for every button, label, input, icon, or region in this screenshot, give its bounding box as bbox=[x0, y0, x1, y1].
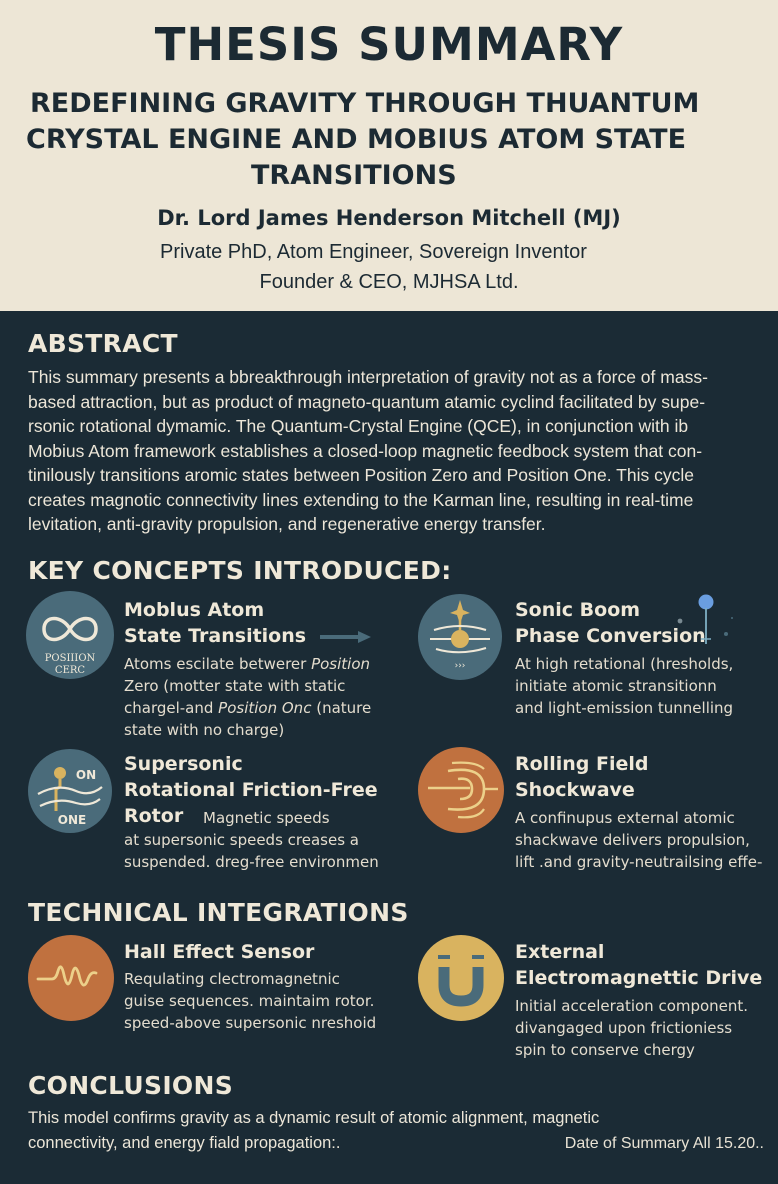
concept-description bbox=[515, 807, 762, 873]
abstract-line: rsonic rotational dymamic. The Quantum-Crystal Engine (QCE), in conjunction with ib bbox=[28, 416, 689, 436]
subtitle-line-3: TRANSITIONS bbox=[251, 160, 457, 191]
thesis-subtitle bbox=[20, 86, 760, 194]
tech-description bbox=[515, 995, 748, 1061]
abstract-line: creates magnotic connectivity lines extending to the Karman line, resulting in real-time bbox=[28, 489, 694, 510]
subtitle-line-1: REDEFINING GRAVITY THROUGH THUANTUM bbox=[30, 88, 700, 119]
concept-title bbox=[124, 597, 306, 649]
infinity-icon bbox=[26, 591, 114, 679]
svg-text:ON: ON bbox=[75, 768, 97, 782]
author-affiliation-1: Private PhD, Atom Engineer, Sovereign Inventor bbox=[160, 241, 587, 263]
page-title: THESIS SUMMARY bbox=[154, 18, 624, 71]
desc-text: speed-above supersonic nreshoid bbox=[124, 1014, 377, 1032]
desc-text: suspended. dreg-free environmen bbox=[124, 853, 379, 871]
sonic-boom-icon bbox=[418, 594, 502, 680]
tech-description bbox=[124, 968, 376, 1034]
desc-text-italic: Position Onc bbox=[218, 699, 312, 717]
concept-description bbox=[124, 829, 379, 873]
abstract-heading: ABSTRACT bbox=[28, 329, 178, 358]
desc-text: spin to conserve chergy bbox=[515, 1041, 695, 1059]
desc-text: and light-emission tunnelling bbox=[515, 699, 734, 717]
tech-title-line: External bbox=[515, 941, 605, 963]
abstract-line: Mobius Atom framework establishes a closed-loop magnetic feedbock system that con- bbox=[28, 440, 703, 461]
svg-text:POSIIION: POSIIION bbox=[44, 653, 96, 664]
concept-title-line: Phase Conversion bbox=[515, 625, 706, 647]
key-concepts-heading: KEY CONCEPTS INTRODUCED: bbox=[28, 556, 452, 585]
concept-title-line: Sonic Boom bbox=[515, 599, 641, 621]
content-panel bbox=[0, 311, 778, 1184]
desc-text: (nature bbox=[311, 699, 372, 717]
desc-text: divangaged upon frictioniess bbox=[515, 1019, 733, 1037]
desc-text: Zero (motter state with static bbox=[124, 677, 346, 695]
author-name: Dr. Lord James Henderson Mitchell (MJ) bbox=[157, 206, 621, 230]
concept-title-line: Supersonic bbox=[124, 753, 243, 775]
desc-text: state with no charge) bbox=[124, 721, 285, 739]
svg-text:ONE: ONE bbox=[57, 813, 87, 827]
desc-text: chargel-and bbox=[124, 699, 219, 717]
desc-text: Atoms escilate betwerer bbox=[124, 655, 312, 673]
tech-title bbox=[515, 939, 762, 991]
summary-date: Date of Summary All 15.20.. bbox=[564, 1135, 764, 1152]
concept-title-line: Rotational Friction-Free bbox=[124, 779, 378, 801]
abstract-text bbox=[28, 365, 768, 537]
abstract-line: based attraction, but as product of magneto-quantum atamic cyclind facilitated by supe- bbox=[28, 391, 706, 412]
technical-heading: TECHNICAL INTEGRATIONS bbox=[28, 898, 409, 927]
rotor-icon bbox=[28, 749, 112, 833]
desc-text: Requlating clectromagnetnic bbox=[124, 970, 340, 988]
desc-text-italic: Position bbox=[311, 655, 371, 673]
tech-title-line: Electromagnettic Drive bbox=[515, 967, 763, 989]
desc-text: At high retational (hresholds, bbox=[515, 655, 734, 673]
abstract-line: levitation, anti-gravity propulsion, and regenerative energy transfer. bbox=[28, 514, 546, 534]
concept-description bbox=[124, 653, 371, 741]
concept-description bbox=[515, 653, 733, 719]
conclusion-line: connectivity, and energy fiald propagation:. bbox=[28, 1133, 341, 1152]
header-panel bbox=[0, 0, 778, 311]
magnet-icon bbox=[418, 935, 504, 1021]
shockwave-icon bbox=[418, 747, 504, 833]
desc-text: shackwave delivers propulsion, bbox=[515, 831, 750, 849]
concept-title-line: State Transitions bbox=[124, 625, 307, 647]
concept-title-line: Rolling Field bbox=[515, 753, 649, 775]
svg-text:CERC: CERC bbox=[54, 665, 86, 676]
concept-title bbox=[515, 751, 648, 803]
desc-text: lift .and gravity-neutrailsing effe- bbox=[515, 853, 763, 871]
waveform-icon bbox=[28, 935, 114, 1021]
desc-text: guise sequences. maintaim rotor. bbox=[124, 992, 375, 1010]
tech-title: Hall Effect Sensor bbox=[124, 941, 315, 963]
svg-text:›››: ››› bbox=[454, 661, 466, 671]
concept-description-inline: Magnetic speeds bbox=[203, 809, 330, 827]
concept-title-line: Moblus Atom bbox=[124, 599, 265, 621]
abstract-line: This summary presents a bbreakthrough interpretation of gravity not as a force of mass- bbox=[28, 367, 708, 387]
concept-title-line: Shockwave bbox=[515, 779, 635, 801]
subtitle-line-2: CRYSTAL ENGINE AND MOBIUS ATOM STATE bbox=[26, 124, 687, 155]
desc-text: initiate atomic stransitionn bbox=[515, 677, 717, 695]
desc-text: at supersonic speeds creases a bbox=[124, 831, 359, 849]
conclusion-line: This model confirms gravity as a dynamic result of atomic alignment, magnetic bbox=[28, 1109, 600, 1127]
desc-text: A confinupus external atomic bbox=[515, 809, 735, 827]
concept-title-line: Rotor bbox=[124, 805, 184, 827]
author-affiliation-2: Founder & CEO, MJHSA Ltd. bbox=[259, 271, 519, 293]
probe-icon bbox=[676, 594, 746, 649]
conclusions-heading: CONCLUSIONS bbox=[28, 1071, 233, 1100]
arrow-right-icon bbox=[318, 630, 372, 642]
desc-text: Initial acceleration component. bbox=[515, 997, 749, 1015]
abstract-line: tinilously transitions aromic states between Position Zero and Position One. This cycle bbox=[28, 465, 694, 485]
